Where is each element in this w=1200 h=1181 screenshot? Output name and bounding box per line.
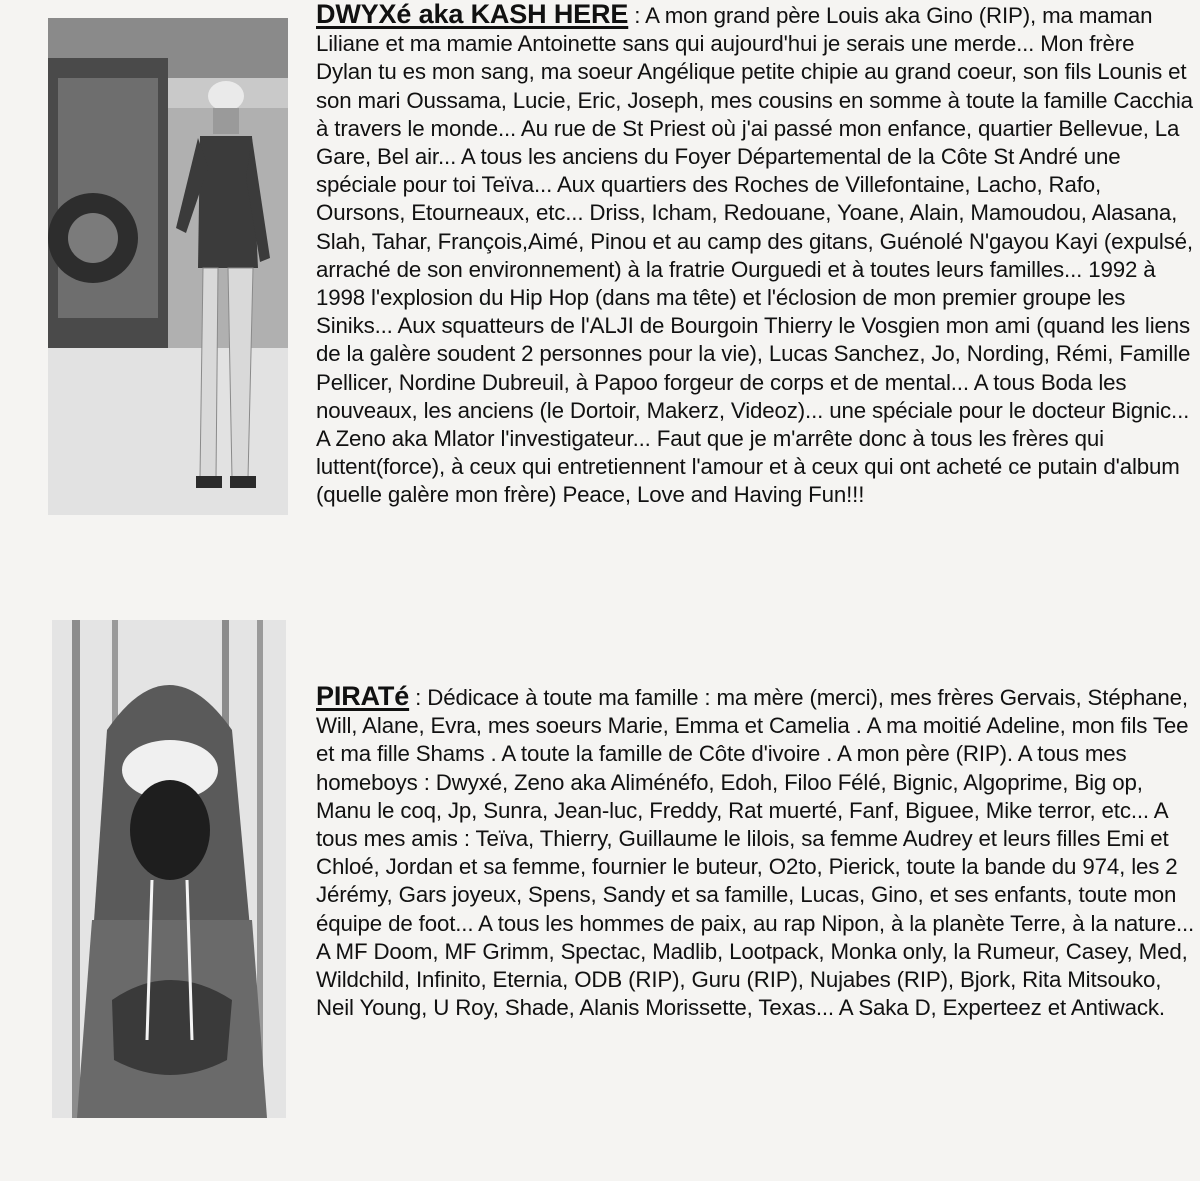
dedication-dwyxe	[316, 0, 1196, 510]
section-name: DWYXé aka KASH HERE	[316, 0, 629, 29]
photo-dwyxe-illustration	[48, 18, 288, 515]
section-text: A mon grand père Louis aka Gino (RIP), ma maman Liliane et ma mamie Antoinette sans qui aujourd'hui je serais une merde... Mon frère Dylan tu es mon sang, ma soeur Angélique petite chipie au grand coeur, son fils Lounis et son mari Oussama, Lucie, Eric, Joseph, mes cousins en somme à toute la famille Cacchia à travers le monde... Au rue de St Priest où j'ai passé mon enfance, quartier Bellevue, La Gare, Bel air... A tous les anciens du Foyer Départemental de la Côte St André une spéciale pour toi Teïva... Aux quartiers des Roches de Villefontaine, Lacho, Rafo, Oursons, Etourneaux, etc... Driss, Icham, Redouane, Yoane, Alain, Mamoudou, Alasana, Slah, Tahar, François,Aimé, Pinou et au camp des gitans, Guénolé N'gayou Kayi (expulsé, arraché de son environnement) à la fratrie Ourguedi et à toutes leurs familles... 1992 à 1998 l'explosion du Hip Hop (dans ma tête) et l'éclosion de mon premier groupe les Siniks... Aux squatteurs de l'ALJI de Bourgoin Thierry le Vosgien mon ami (quand les liens de la galère soudent 2 personnes pour la vie), Lucas Sanchez, Jo, Nording, Rémi, Famille Pellicer, Nordine Dubreuil, à Papoo forgeur de corps et de mental... A tous Boda les nouveaux, les anciens (le Dortoir, Makerz, Videoz)... une spéciale pour le docteur Bignic... A Zeno aka Mlator l'investigateur... Faut que je m'arrête donc à tous les frères qui luttent(force), à ceux qui entretiennent l'amour et à ceux qui ont acheté ce putain d'album (quelle galère mon frère) Peace, Love and Having Fun!!!	[316, 3, 1193, 508]
section-name: PIRATé	[316, 681, 410, 711]
photo-dwyxe	[48, 18, 288, 515]
section-text: Dédicace à toute ma famille : ma mère (merci), mes frères Gervais, Stéphane, Will, Alane, Evra, mes soeurs Marie, Emma et Camelia . A ma moitié Adeline, mon fils Tee et ma fille Shams . A toute la famille de Côte d'ivoire . A mon père (RIP). A tous mes homeboys : Dwyxé, Zeno aka Aliménéfo, Edoh, Filoo Félé, Bignic, Algoprime, Big op, Manu le coq, Jp, Sunra, Jean-luc, Freddy, Rat muerté, Fanf, Biguee, Mike terror, etc... A tous mes amis : Teïva, Thierry, Guillaume le lilois, sa femme Audrey et leurs filles Emi et Chloé, Jordan et sa femme, fournier le buteur, O2to, Pierick, toute la bande du 974, les 2 Jérémy, Gars joyeux, Spens, Sandy et sa famille, Lucas, Gino, et ses enfants, toute mon équipe de foot... A tous les hommes de paix, au rap Nipon, à la planète Terre, à la nature... A MF Doom, MF Grimm, Spectac, Madlib, Lootpack, Monka only, la Rumeur, Casey, Med, Wildchild, Infinito, Eternia, ODB (RIP), Guru (RIP), Nujabes (RIP), Bjork, Rita Mitsouko, Neil Young, U Roy, Shade, Alanis Morissette, Texas... A Saka D, Experteez et Antiwack.	[316, 685, 1195, 1021]
section-separator: :	[409, 685, 428, 710]
photo-pirate	[52, 620, 286, 1118]
section-separator: :	[628, 3, 646, 28]
photo-pirate-illustration	[52, 620, 286, 1118]
dedication-pirate	[316, 682, 1196, 1022]
